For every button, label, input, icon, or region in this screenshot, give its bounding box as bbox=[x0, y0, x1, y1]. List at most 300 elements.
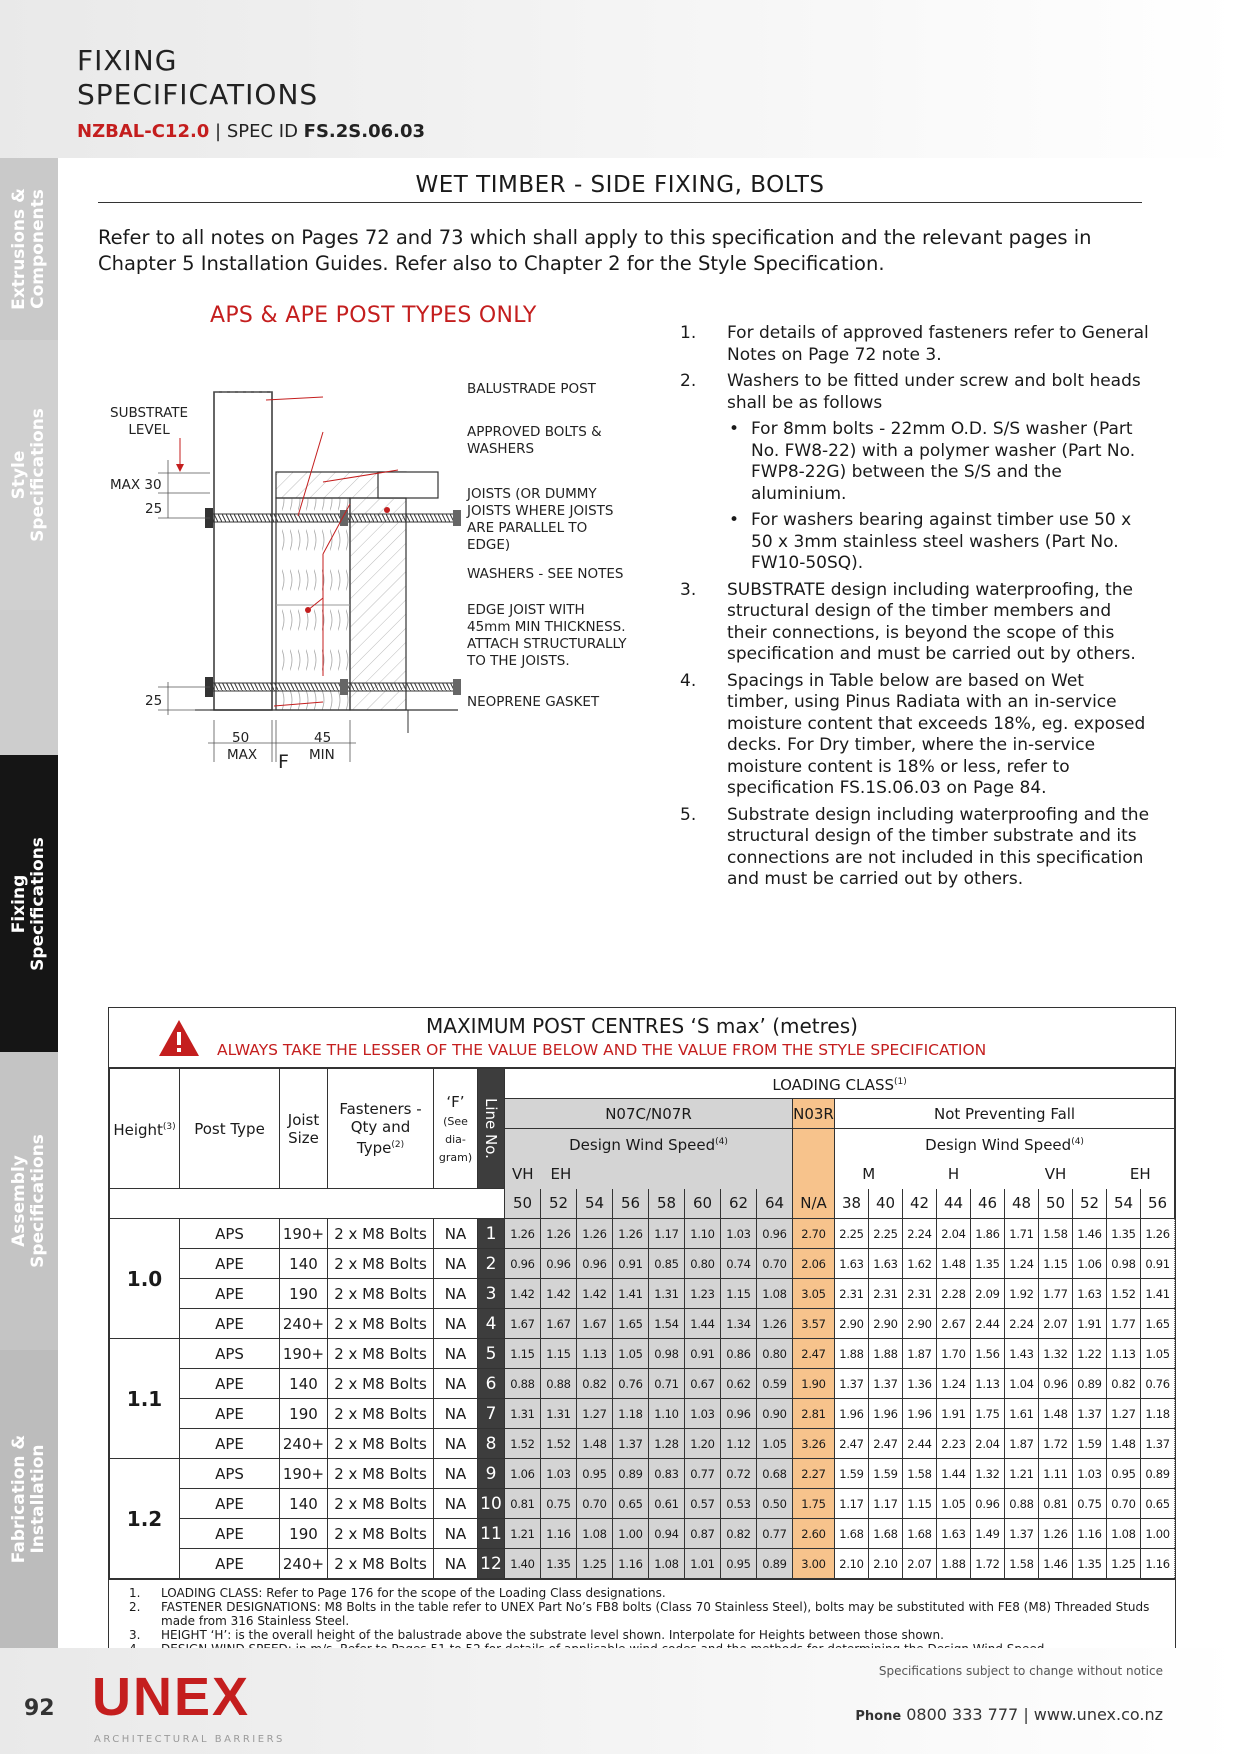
post-type-cell: APE bbox=[180, 1429, 280, 1459]
note-num: 3. bbox=[680, 579, 697, 600]
value-cell: 1.70 bbox=[937, 1339, 971, 1369]
value-cell: 1.17 bbox=[835, 1489, 869, 1519]
table-row bbox=[110, 1429, 1175, 1459]
value-cell: 2.90 bbox=[835, 1309, 869, 1339]
value-cell: 1.48 bbox=[577, 1429, 613, 1459]
page-title bbox=[77, 44, 318, 112]
value-cell: 0.80 bbox=[685, 1249, 721, 1279]
value-cell: 1.37 bbox=[613, 1429, 649, 1459]
spec-grid bbox=[109, 1068, 1175, 1579]
height-sup: (3) bbox=[162, 1122, 176, 1132]
value-cell: 0.77 bbox=[757, 1519, 793, 1549]
value-cell: 1.48 bbox=[1107, 1429, 1141, 1459]
line-no-cell: 3 bbox=[478, 1279, 505, 1309]
value-cell: 1.06 bbox=[1073, 1249, 1107, 1279]
edge-joist-shape bbox=[276, 498, 350, 710]
value-cell: 1.31 bbox=[505, 1399, 541, 1429]
value-cell: 0.76 bbox=[613, 1369, 649, 1399]
top-bolt bbox=[210, 514, 460, 522]
value-cell: 2.67 bbox=[937, 1309, 971, 1339]
value-cell: 0.62 bbox=[721, 1369, 757, 1399]
value-cell-n03r: 2.47 bbox=[793, 1339, 835, 1369]
zone-eh: EH bbox=[541, 1159, 793, 1189]
col-header-joist-size: Joist Size bbox=[280, 1069, 328, 1189]
value-cell: 1.86 bbox=[971, 1219, 1005, 1249]
fasteners-cell: 2 x M8 Bolts bbox=[328, 1459, 434, 1489]
notes-list bbox=[680, 323, 1150, 896]
line-no-cell: 11 bbox=[478, 1519, 505, 1549]
value-cell: 0.87 bbox=[685, 1519, 721, 1549]
value-cell: 1.18 bbox=[1141, 1399, 1175, 1429]
value-cell: 0.95 bbox=[1107, 1459, 1141, 1489]
dws-header bbox=[505, 1129, 793, 1159]
note-text: For details of approved fasteners refer to General Notes on Page 72 note 3. bbox=[727, 323, 1149, 365]
label-substrate-level: SUBSTRATE LEVEL bbox=[110, 405, 189, 438]
value-cell: 1.24 bbox=[1005, 1249, 1039, 1279]
value-cell: 2.07 bbox=[903, 1549, 937, 1579]
page-number: 92 bbox=[24, 1696, 55, 1721]
value-cell: 1.13 bbox=[1107, 1339, 1141, 1369]
post-type-cell: APE bbox=[180, 1519, 280, 1549]
fasteners-cell: 2 x M8 Bolts bbox=[328, 1399, 434, 1429]
spec-id-line bbox=[77, 121, 425, 142]
value-cell: 1.68 bbox=[903, 1519, 937, 1549]
spacing-table bbox=[108, 1007, 1176, 1663]
footnote bbox=[119, 1600, 1165, 1628]
table-row bbox=[110, 1309, 1175, 1339]
callout-gasket: NEOPRENE GASKET bbox=[467, 694, 600, 710]
value-cell: 0.82 bbox=[577, 1369, 613, 1399]
value-cell: 0.82 bbox=[1107, 1369, 1141, 1399]
page-title-line1: FIXING bbox=[77, 44, 178, 77]
callout-post: BALUSTRADE POST bbox=[467, 381, 596, 397]
value-cell: 0.96 bbox=[577, 1249, 613, 1279]
line-no-cell: 2 bbox=[478, 1249, 505, 1279]
value-cell: 1.72 bbox=[971, 1549, 1005, 1579]
height-label: Height bbox=[113, 1121, 163, 1139]
value-cell: 1.08 bbox=[757, 1279, 793, 1309]
sidebar-tab-label: Extrusions & Components bbox=[9, 188, 48, 310]
post-type-cell: APS bbox=[180, 1339, 280, 1369]
speed-header: 50 bbox=[505, 1189, 541, 1219]
col-header-fasteners bbox=[328, 1069, 434, 1189]
fasteners-cell: 2 x M8 Bolts bbox=[328, 1489, 434, 1519]
value-cell: 0.70 bbox=[577, 1489, 613, 1519]
value-cell: 0.75 bbox=[541, 1489, 577, 1519]
value-cell: 1.58 bbox=[903, 1459, 937, 1489]
table-row bbox=[110, 1369, 1175, 1399]
line-no-cell: 6 bbox=[478, 1369, 505, 1399]
phone-label: Phone bbox=[855, 1709, 902, 1724]
f-label: ‘F’ bbox=[446, 1092, 465, 1111]
post-type-cell: APE bbox=[180, 1399, 280, 1429]
value-cell: 1.91 bbox=[937, 1399, 971, 1429]
note-bullet: • For washers bearing against timber use 50 x 50 x 3mm stainless steel washers (Part No. FW10-50SQ). bbox=[727, 510, 1150, 575]
value-cell: 0.89 bbox=[1141, 1459, 1175, 1489]
speed-header: 62 bbox=[721, 1189, 757, 1219]
value-cell: 1.15 bbox=[721, 1279, 757, 1309]
contact-sep: | bbox=[1023, 1705, 1029, 1724]
value-cell: 0.98 bbox=[1107, 1249, 1141, 1279]
spec-code: NZBAL-C12.0 bbox=[77, 121, 210, 142]
value-cell: 1.87 bbox=[1005, 1429, 1039, 1459]
value-cell: 1.65 bbox=[1141, 1309, 1175, 1339]
sidebar-tab-style[interactable] bbox=[0, 340, 58, 610]
contact-line bbox=[855, 1705, 1163, 1724]
sidebar-spacer bbox=[0, 610, 58, 755]
value-cell: 1.16 bbox=[541, 1519, 577, 1549]
value-cell: 1.42 bbox=[577, 1279, 613, 1309]
line-no-cell: 1 bbox=[478, 1219, 505, 1249]
value-cell: 1.03 bbox=[1073, 1459, 1107, 1489]
value-cell: 0.88 bbox=[505, 1369, 541, 1399]
line-no-cell: 4 bbox=[478, 1309, 505, 1339]
f-cell: NA bbox=[434, 1489, 478, 1519]
table-title: MAXIMUM POST CENTRES ‘S max’ (metres) bbox=[426, 1014, 858, 1038]
value-cell: 2.10 bbox=[835, 1549, 869, 1579]
value-cell: 1.63 bbox=[1073, 1279, 1107, 1309]
value-cell: 1.46 bbox=[1073, 1219, 1107, 1249]
value-cell: 1.63 bbox=[835, 1249, 869, 1279]
value-cell: 0.85 bbox=[649, 1249, 685, 1279]
disclaimer: Specifications subject to change without notice bbox=[878, 1664, 1163, 1678]
value-cell: 1.37 bbox=[869, 1369, 903, 1399]
f-cell: NA bbox=[434, 1459, 478, 1489]
value-cell: 0.96 bbox=[721, 1399, 757, 1429]
fasteners-cell: 2 x M8 Bolts bbox=[328, 1219, 434, 1249]
value-cell: 1.26 bbox=[757, 1309, 793, 1339]
value-cell: 1.92 bbox=[1005, 1279, 1039, 1309]
value-cell-n03r: 2.81 bbox=[793, 1399, 835, 1429]
col-header-post-type: Post Type bbox=[180, 1069, 280, 1189]
value-cell-n03r: 2.27 bbox=[793, 1459, 835, 1489]
value-cell: 1.11 bbox=[1039, 1459, 1073, 1489]
value-cell: 2.44 bbox=[903, 1429, 937, 1459]
fasteners-label: Fasteners - Qty and Type bbox=[339, 1100, 422, 1157]
speed-header: 56 bbox=[1141, 1189, 1175, 1219]
sidebar-tab-extrusions[interactable] bbox=[0, 158, 58, 340]
table-row bbox=[110, 1249, 1175, 1279]
f-cell: NA bbox=[434, 1549, 478, 1579]
label-f: F bbox=[278, 751, 289, 773]
value-cell: 1.59 bbox=[869, 1459, 903, 1489]
value-cell: 1.52 bbox=[541, 1429, 577, 1459]
f-sub: (See dia- gram) bbox=[438, 1114, 473, 1164]
joist-size-cell: 140 bbox=[280, 1489, 328, 1519]
sidebar-tab-label: Fabrication & Installation bbox=[9, 1434, 48, 1564]
value-cell: 2.90 bbox=[903, 1309, 937, 1339]
line-no-cell: 10 bbox=[478, 1489, 505, 1519]
joist-size-cell: 190 bbox=[280, 1519, 328, 1549]
fasteners-cell: 2 x M8 Bolts bbox=[328, 1339, 434, 1369]
value-cell: 0.61 bbox=[649, 1489, 685, 1519]
value-cell: 1.96 bbox=[835, 1399, 869, 1429]
joist-body-shape bbox=[350, 498, 406, 710]
callout-dot bbox=[384, 507, 390, 513]
value-cell: 1.37 bbox=[1073, 1399, 1107, 1429]
page-header bbox=[0, 0, 1240, 158]
fasteners-cell: 2 x M8 Bolts bbox=[328, 1249, 434, 1279]
spec-id: FS.2S.06.03 bbox=[303, 121, 426, 142]
value-cell: 1.48 bbox=[937, 1249, 971, 1279]
speed-header: 64 bbox=[757, 1189, 793, 1219]
table-row bbox=[110, 1219, 1175, 1249]
value-cell: 1.00 bbox=[613, 1519, 649, 1549]
value-cell: 2.24 bbox=[1005, 1309, 1039, 1339]
value-cell: 1.25 bbox=[1107, 1549, 1141, 1579]
value-cell: 0.96 bbox=[1039, 1369, 1073, 1399]
value-cell: 0.83 bbox=[649, 1459, 685, 1489]
value-cell: 1.13 bbox=[971, 1369, 1005, 1399]
height-value: 1.2 bbox=[110, 1459, 180, 1579]
value-cell: 0.91 bbox=[1141, 1249, 1175, 1279]
footnote-num: 1. bbox=[129, 1586, 141, 1600]
value-cell: 1.26 bbox=[505, 1219, 541, 1249]
value-cell: 1.16 bbox=[1073, 1519, 1107, 1549]
website-link[interactable]: www.unex.co.nz bbox=[1033, 1705, 1163, 1724]
value-cell: 0.91 bbox=[685, 1339, 721, 1369]
fasteners-cell: 2 x M8 Bolts bbox=[328, 1309, 434, 1339]
note-text: Washers to be fitted under screw and bolt heads shall be as follows bbox=[727, 371, 1141, 413]
post-type-cell: APE bbox=[180, 1549, 280, 1579]
value-cell: 1.18 bbox=[613, 1399, 649, 1429]
value-cell: 1.58 bbox=[1039, 1219, 1073, 1249]
value-cell: 1.17 bbox=[869, 1489, 903, 1519]
value-cell: 0.94 bbox=[649, 1519, 685, 1549]
value-cell: 1.10 bbox=[685, 1219, 721, 1249]
table-row bbox=[110, 1339, 1175, 1369]
value-cell: 1.72 bbox=[1039, 1429, 1073, 1459]
label-max30: MAX 30 bbox=[110, 477, 162, 493]
joist-size-cell: 190+ bbox=[280, 1219, 328, 1249]
value-cell: 1.58 bbox=[1005, 1549, 1039, 1579]
speed-header: 42 bbox=[903, 1189, 937, 1219]
fasteners-cell: 2 x M8 Bolts bbox=[328, 1549, 434, 1579]
value-cell: 1.32 bbox=[971, 1459, 1005, 1489]
top-washer bbox=[340, 510, 348, 526]
note-item bbox=[680, 671, 1150, 800]
value-cell: 1.42 bbox=[505, 1279, 541, 1309]
f-cell: NA bbox=[434, 1399, 478, 1429]
bottom-nut bbox=[453, 679, 461, 695]
value-cell: 2.09 bbox=[971, 1279, 1005, 1309]
footnote-text: FASTENER DESIGNATIONS: M8 Bolts in the table refer to UNEX Part No’s FB8 bolts (Class 70 Stainless Steel), bolts may be substituted with FE8 (M8) Threaded Studs made from 316 Stainless Steel. bbox=[161, 1600, 1150, 1628]
value-cell: 1.08 bbox=[577, 1519, 613, 1549]
value-cell: 1.10 bbox=[649, 1399, 685, 1429]
bottom-bolt bbox=[210, 683, 460, 691]
value-cell: 0.95 bbox=[577, 1459, 613, 1489]
label-25-top: 25 bbox=[145, 501, 163, 517]
value-cell: 1.32 bbox=[1039, 1339, 1073, 1369]
value-cell: 0.57 bbox=[685, 1489, 721, 1519]
value-cell: 2.31 bbox=[869, 1279, 903, 1309]
value-cell: 1.59 bbox=[1073, 1429, 1107, 1459]
value-cell: 0.90 bbox=[757, 1399, 793, 1429]
value-cell: 1.65 bbox=[613, 1309, 649, 1339]
value-cell-n03r: 1.90 bbox=[793, 1369, 835, 1399]
speed-header: 46 bbox=[971, 1189, 1005, 1219]
value-cell: 1.67 bbox=[577, 1309, 613, 1339]
dws-label: Design Wind Speed bbox=[925, 1136, 1072, 1155]
value-cell: 1.17 bbox=[649, 1219, 685, 1249]
value-cell: 1.25 bbox=[577, 1549, 613, 1579]
post-type-cell: APE bbox=[180, 1489, 280, 1519]
zone-eh2: EH bbox=[1107, 1159, 1175, 1189]
value-cell: 0.72 bbox=[721, 1459, 757, 1489]
group-header-n03r: N03R bbox=[793, 1099, 835, 1129]
line-no-cell: 5 bbox=[478, 1339, 505, 1369]
value-cell: 0.70 bbox=[757, 1249, 793, 1279]
value-cell: 1.13 bbox=[577, 1339, 613, 1369]
value-cell-n03r: 3.00 bbox=[793, 1549, 835, 1579]
callout-washers: WASHERS - SEE NOTES bbox=[467, 566, 624, 582]
callout-dot bbox=[305, 607, 311, 613]
speed-header: 54 bbox=[577, 1189, 613, 1219]
fasteners-cell: 2 x M8 Bolts bbox=[328, 1429, 434, 1459]
value-cell: 0.70 bbox=[1107, 1489, 1141, 1519]
speed-header: 52 bbox=[1073, 1189, 1107, 1219]
value-cell-n03r: 2.06 bbox=[793, 1249, 835, 1279]
value-cell-n03r: 3.26 bbox=[793, 1429, 835, 1459]
value-cell: 0.91 bbox=[613, 1249, 649, 1279]
zone-m: M bbox=[862, 1164, 876, 1183]
value-cell: 1.26 bbox=[541, 1219, 577, 1249]
speed-header: 48 bbox=[1005, 1189, 1039, 1219]
note-item bbox=[680, 323, 1150, 366]
value-cell: 2.28 bbox=[937, 1279, 971, 1309]
value-cell: 1.41 bbox=[613, 1279, 649, 1309]
value-cell: 1.54 bbox=[649, 1309, 685, 1339]
value-cell: 1.96 bbox=[903, 1399, 937, 1429]
value-cell-n03r: 1.75 bbox=[793, 1489, 835, 1519]
value-cell: 1.12 bbox=[721, 1429, 757, 1459]
value-cell: 1.44 bbox=[937, 1459, 971, 1489]
value-cell: 1.59 bbox=[835, 1459, 869, 1489]
line-no-cell: 9 bbox=[478, 1459, 505, 1489]
value-cell: 2.24 bbox=[903, 1219, 937, 1249]
value-cell: 1.37 bbox=[1141, 1429, 1175, 1459]
footnote-num: 2. bbox=[129, 1600, 141, 1614]
value-cell: 0.71 bbox=[649, 1369, 685, 1399]
speed-header: 56 bbox=[613, 1189, 649, 1219]
value-cell: 1.42 bbox=[541, 1279, 577, 1309]
speed-header: 58 bbox=[649, 1189, 685, 1219]
post-type-cell: APE bbox=[180, 1249, 280, 1279]
note-text: SUBSTRATE design including waterproofing, the structural design of the timber members and their connections, is beyond the scope of this specification and must be carried out by others. bbox=[727, 579, 1136, 664]
value-cell: 1.88 bbox=[869, 1339, 903, 1369]
speed-header: 60 bbox=[685, 1189, 721, 1219]
page-footer bbox=[0, 1648, 1240, 1754]
value-cell: 1.35 bbox=[1107, 1219, 1141, 1249]
f-cell: NA bbox=[434, 1249, 478, 1279]
table-row bbox=[110, 1549, 1175, 1579]
value-cell-n03r: 3.57 bbox=[793, 1309, 835, 1339]
value-cell: 0.89 bbox=[613, 1459, 649, 1489]
table-warning: ALWAYS TAKE THE LESSER OF THE VALUE BELOW AND THE VALUE FROM THE STYLE SPECIFICATION bbox=[217, 1041, 987, 1059]
sidebar-tab-assembly[interactable] bbox=[0, 1052, 58, 1350]
dws-sup: (4) bbox=[715, 1137, 728, 1148]
bottom-washer bbox=[340, 679, 348, 695]
value-cell: 1.71 bbox=[1005, 1219, 1039, 1249]
sidebar-tab-fixing[interactable] bbox=[0, 755, 58, 1052]
f-cell: NA bbox=[434, 1519, 478, 1549]
value-cell: 1.77 bbox=[1039, 1279, 1073, 1309]
fasteners-cell: 2 x M8 Bolts bbox=[328, 1369, 434, 1399]
value-cell: 1.31 bbox=[541, 1399, 577, 1429]
spec-sep: | SPEC ID bbox=[209, 121, 304, 142]
value-cell: 1.77 bbox=[1107, 1309, 1141, 1339]
n03r-spacer bbox=[793, 1129, 835, 1189]
zone-vh2: VH bbox=[1044, 1164, 1067, 1183]
value-cell: 1.37 bbox=[835, 1369, 869, 1399]
fasteners-cell: 2 x M8 Bolts bbox=[328, 1519, 434, 1549]
note-bullet: • For 8mm bolts - 22mm O.D. S/S washer (Part No. FW8-22) with a polymer washer (Part No. FWP8-22G) between the S/S and the aluminium. bbox=[727, 419, 1150, 505]
value-cell: 1.05 bbox=[757, 1429, 793, 1459]
value-cell: 1.16 bbox=[1141, 1549, 1175, 1579]
value-cell: 1.03 bbox=[685, 1399, 721, 1429]
value-cell: 2.47 bbox=[869, 1429, 903, 1459]
value-cell: 1.63 bbox=[869, 1249, 903, 1279]
table-row bbox=[110, 1459, 1175, 1489]
loading-class-header bbox=[505, 1069, 1175, 1099]
logo-tagline: ARCHITECTURAL BARRIERS bbox=[94, 1734, 285, 1745]
value-cell: 2.10 bbox=[869, 1549, 903, 1579]
value-cell: 2.07 bbox=[1039, 1309, 1073, 1339]
value-cell: 0.75 bbox=[1073, 1489, 1107, 1519]
value-cell: 0.80 bbox=[757, 1339, 793, 1369]
joist-size-cell: 190 bbox=[280, 1279, 328, 1309]
value-cell: 1.15 bbox=[541, 1339, 577, 1369]
value-cell: 0.96 bbox=[541, 1249, 577, 1279]
value-cell: 0.81 bbox=[1039, 1489, 1073, 1519]
value-cell: 0.59 bbox=[757, 1369, 793, 1399]
note-num: 2. bbox=[680, 371, 697, 391]
chapter-sidebar bbox=[0, 158, 58, 1648]
value-cell: 1.37 bbox=[1005, 1519, 1039, 1549]
sidebar-tab-fabrication[interactable] bbox=[0, 1350, 58, 1648]
value-cell: 1.52 bbox=[505, 1429, 541, 1459]
label-max: MAX bbox=[227, 747, 258, 763]
value-cell: 1.49 bbox=[971, 1519, 1005, 1549]
value-cell: 1.96 bbox=[869, 1399, 903, 1429]
value-cell: 1.15 bbox=[903, 1489, 937, 1519]
value-cell: 0.81 bbox=[505, 1489, 541, 1519]
value-cell: 1.03 bbox=[541, 1459, 577, 1489]
value-cell: 1.68 bbox=[835, 1519, 869, 1549]
value-cell: 1.15 bbox=[1039, 1249, 1073, 1279]
joist-size-cell: 190+ bbox=[280, 1339, 328, 1369]
value-cell: 1.26 bbox=[1141, 1219, 1175, 1249]
value-cell: 1.48 bbox=[1039, 1399, 1073, 1429]
zone-vh: VH bbox=[505, 1159, 541, 1189]
value-cell: 1.26 bbox=[1039, 1519, 1073, 1549]
value-cell: 1.43 bbox=[1005, 1339, 1039, 1369]
value-cell: 1.35 bbox=[971, 1249, 1005, 1279]
value-cell: 0.95 bbox=[721, 1549, 757, 1579]
note-num: 1. bbox=[680, 323, 697, 343]
joist-end-shape bbox=[378, 472, 438, 498]
sidebar-tab-label: Style Specifications bbox=[9, 408, 48, 542]
value-cell: 1.88 bbox=[835, 1339, 869, 1369]
height-value: 1.0 bbox=[110, 1219, 180, 1339]
note-text: Spacings in Table below are based on Wet timber, using Pinus Radiata with an in-service moisture content that exceeds 18%, eg. exposed decks. For Dry timber, where the in-service moisture content is 18% or less, refer to specification FS.1S.06.03 on Page 84. bbox=[727, 670, 1146, 798]
value-cell: 2.47 bbox=[835, 1429, 869, 1459]
value-cell: 0.96 bbox=[757, 1219, 793, 1249]
value-cell: 0.82 bbox=[721, 1519, 757, 1549]
intro-paragraph: Refer to all notes on Pages 72 and 73 which shall apply to this specification and the relevant pages in Chapter 5 Installation Guides. Refer also to Chapter 2 for the Style Specification. bbox=[98, 226, 1092, 275]
footnote bbox=[119, 1586, 1165, 1600]
value-cell: 0.89 bbox=[757, 1549, 793, 1579]
